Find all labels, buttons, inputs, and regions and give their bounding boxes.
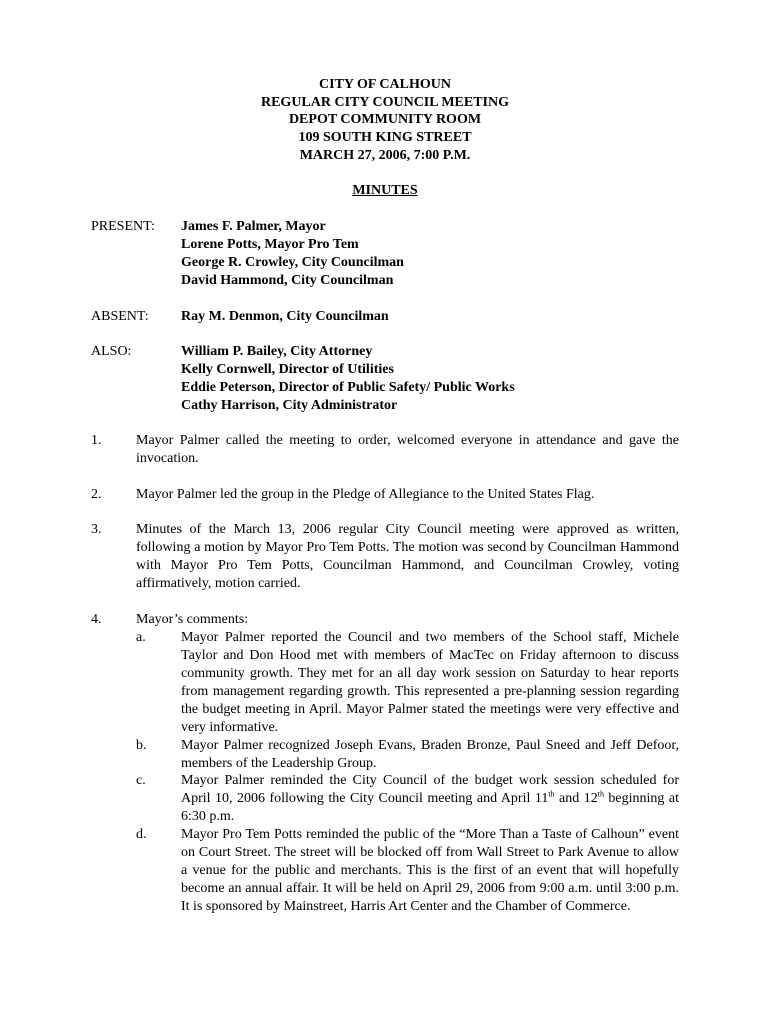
- also-label: ALSO:: [91, 344, 132, 359]
- header-location: DEPOT COMMUNITY ROOM: [288, 112, 482, 128]
- item-text: Minutes of the March 13, 2006 regular City Council meeting were approved as written, following a motion by Mayor Pro Tem Potts. The motion was second by Councilman Hammond with Mayor Pro Tem Potts, Councilman Hammond, and Councilman Crowley, voting affirmatively, motion carried.: [136, 522, 679, 591]
- subitem-text-part: Mayor Palmer reminded the City Council of the budget work session scheduled for April 10, 2006 following the City Council meeting and April 11: [181, 773, 679, 806]
- absent-label: ABSENT:: [91, 309, 149, 324]
- absent-names: [181, 308, 389, 326]
- absent-name: Ray M. Denmon, City Councilman: [181, 309, 389, 324]
- subitem-letter: d.: [136, 827, 147, 842]
- subitem-letter: b.: [136, 738, 147, 753]
- present-names: [181, 218, 404, 290]
- subitem-text: Mayor Pro Tem Potts reminded the public of the “More Than a Taste of Calhoun” event on Court Street. The street will be blocked off from Wall Street to Park Avenue to allow a venue for the public and merchants. This is the first of an event that will hopefully become an annual affair. It will be held on April 29, 2006 from 9:00 a.m. until 3:00 p.m. It is sponsored by Mainstreet, Harris Art Center and the Chamber of Commerce.: [181, 827, 679, 914]
- header-city: CITY OF CALHOUN: [319, 77, 451, 92]
- also-name: Cathy Harrison, City Administrator: [181, 398, 398, 413]
- present-name: David Hammond, City Councilman: [181, 273, 394, 288]
- subitem-text: Mayor Palmer recognized Joseph Evans, Braden Bronze, Paul Sneed and Jeff Defoor, members of the Leadership Group.: [181, 738, 679, 771]
- subitem-text-part: beginning at 6:30 p.m.: [181, 791, 679, 824]
- item-text: Mayor Palmer led the group in the Pledge of Allegiance to the United States Flag.: [136, 487, 595, 502]
- header-date: MARCH 27, 2006, 7:00 P.M.: [299, 147, 471, 163]
- also-names: [181, 343, 515, 415]
- subitem-text-part: and 12: [554, 791, 598, 806]
- present-name: George R. Crowley, City Councilman: [181, 255, 404, 270]
- subitem-letter: a.: [136, 630, 146, 645]
- ordinal-suffix: th: [548, 789, 555, 799]
- header-address: 109 SOUTH KING STREET: [298, 130, 472, 146]
- minutes-title: MINUTES: [352, 183, 418, 198]
- header-meeting-type: REGULAR CITY COUNCIL MEETING: [260, 94, 509, 110]
- item-number: 1.: [91, 433, 102, 448]
- also-name: William P. Bailey, City Attorney: [181, 344, 373, 359]
- present-label: PRESENT:: [91, 219, 155, 234]
- document-header: [0, 76, 770, 164]
- also-name: Kelly Cornwell, Director of Utilities: [181, 362, 394, 377]
- item-number: 2.: [91, 487, 102, 502]
- item-number: 4.: [91, 612, 102, 627]
- ordinal-suffix: th: [597, 789, 604, 799]
- subitem-text: [181, 772, 679, 826]
- present-name: Lorene Potts, Mayor Pro Tem: [181, 237, 359, 252]
- item-text: Mayor’s comments:: [136, 612, 249, 627]
- subitem-letter: c.: [136, 773, 146, 788]
- subitem-text: Mayor Palmer reported the Council and two members of the School staff, Michele Taylor and Don Hood met with members of MacTec on Friday afternoon to discuss community growth. They met for an all day work session on Saturday to hear reports from management regarding growth. This represented a pre-planning session regarding the budget meeting in April. Mayor Palmer stated the meetings were very effective and very informative.: [181, 630, 679, 735]
- item-number: 3.: [91, 522, 102, 537]
- present-name: James F. Palmer, Mayor: [181, 219, 326, 234]
- item-text: Mayor Palmer called the meeting to order, welcomed everyone in attendance and gave the invocation.: [136, 433, 679, 466]
- also-name: Eddie Peterson, Director of Public Safety/ Public Works: [181, 380, 515, 395]
